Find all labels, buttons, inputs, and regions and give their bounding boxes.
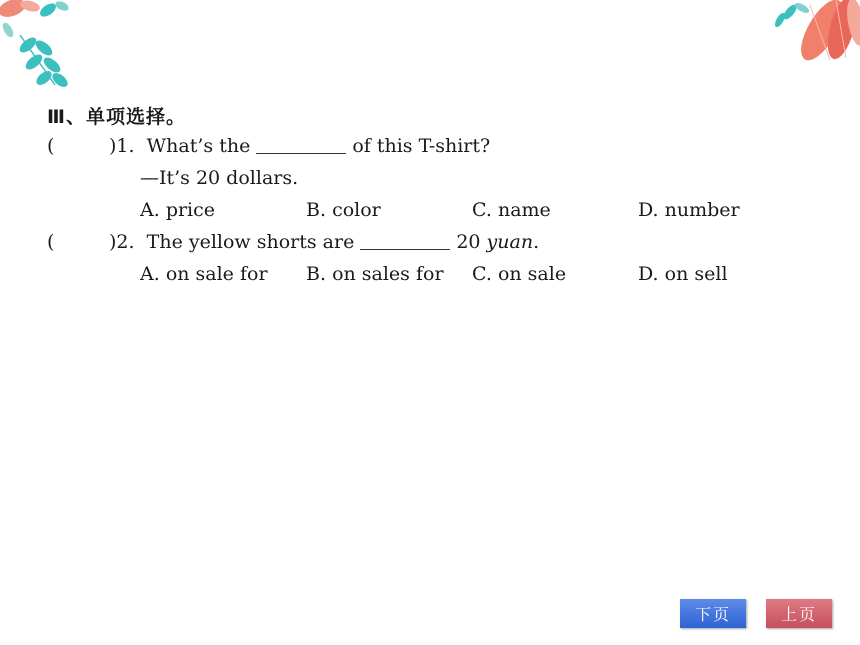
leaf-decoration-right-icon bbox=[730, 0, 860, 75]
previous-page-button[interactable]: 上页 bbox=[766, 599, 832, 628]
question-number: 1. bbox=[116, 135, 135, 157]
fill-in-blank bbox=[360, 231, 450, 250]
question-1-option-b[interactable]: B. color bbox=[306, 199, 381, 221]
fill-in-blank bbox=[256, 135, 346, 154]
question-1-close-paren: ) bbox=[109, 135, 117, 157]
question-2-close-paren: ) bbox=[109, 231, 117, 253]
question-2-number: 20 bbox=[456, 231, 481, 253]
next-page-button[interactable]: 下页 bbox=[680, 599, 746, 628]
question-2-end: . bbox=[533, 231, 540, 253]
question-1-option-c[interactable]: C. name bbox=[472, 199, 551, 221]
question-2-text-before: The yellow shorts are bbox=[146, 231, 355, 253]
answer-bracket[interactable]: ( bbox=[47, 135, 55, 157]
question-1-option-a[interactable]: A. price bbox=[140, 199, 216, 221]
answer-bracket[interactable]: ( bbox=[47, 231, 55, 253]
leaf-decoration-left-icon bbox=[0, 0, 90, 95]
question-2-option-b[interactable]: B. on sales for bbox=[306, 263, 444, 285]
question-2-option-a[interactable]: A. on sale for bbox=[140, 263, 268, 285]
question-2-stem bbox=[47, 230, 539, 254]
question-1-text-after: of this T-shirt? bbox=[352, 135, 491, 157]
question-number: 2. bbox=[116, 231, 135, 253]
question-1-text-before: What’s the bbox=[146, 135, 251, 157]
question-1-option-d[interactable]: D. number bbox=[638, 199, 740, 221]
question-2-unit: yuan bbox=[486, 231, 534, 253]
question-2-option-c[interactable]: C. on sale bbox=[472, 263, 567, 285]
section-title: Ⅲ、单项选择。 bbox=[47, 106, 186, 128]
question-1-answer-line: —It’s 20 dollars. bbox=[140, 167, 299, 189]
question-1-stem bbox=[47, 134, 490, 158]
question-2-option-d[interactable]: D. on sell bbox=[638, 263, 728, 285]
